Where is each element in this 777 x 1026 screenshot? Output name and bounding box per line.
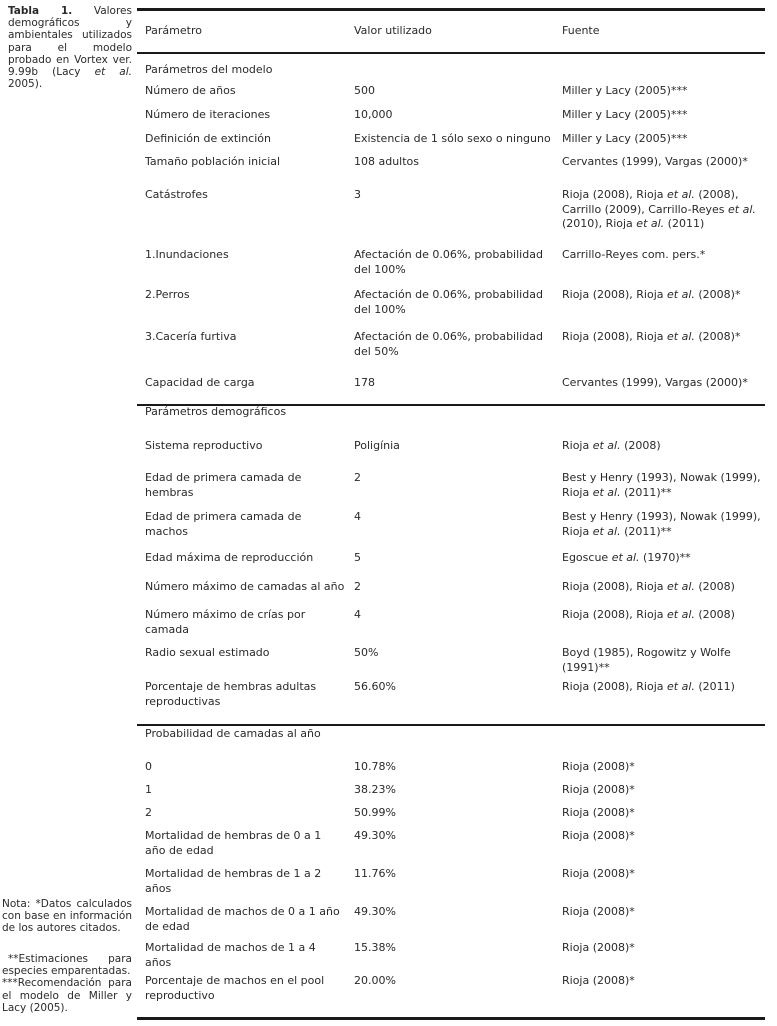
row-18-param: 0: [145, 760, 152, 773]
row-16-value: 50%: [354, 646, 379, 659]
row-24-source: Rioja (2008)*: [562, 941, 635, 954]
header-parametro: Parámetro: [145, 24, 202, 37]
row-3-value: Existencia de 1 sólo sexo o ninguno: [354, 132, 551, 145]
row-16-source: Boyd (1985), Rogowitz y Wolfe (1991)**: [562, 646, 731, 674]
row-24-value: 15.38%: [354, 941, 396, 954]
row-19-source: Rioja (2008)*: [562, 783, 635, 796]
section-model-params: Parámetros del modelo: [145, 63, 273, 76]
row-5-source: Rioja (2008), Rioja et al. (2008), Carrillo (2009), Carrillo-Reyes et al. (2010), Rioja et al. (2011): [562, 188, 756, 231]
row-2-value: 10,000: [354, 108, 393, 121]
table-note: Nota: *Datos calculados con base en información de los autores citados.: [2, 898, 132, 935]
row-2-source: Miller y Lacy (2005)***: [562, 108, 688, 121]
row-23-source: Rioja (2008)*: [562, 905, 635, 918]
row-16-param: Radio sexual estimado: [145, 646, 270, 659]
row-22-param: Mortalidad de hembras de 1 a 2 años: [145, 867, 322, 895]
row-3-source: Miller y Lacy (2005)***: [562, 132, 688, 145]
row-20-source: Rioja (2008)*: [562, 806, 635, 819]
row-10-param: Sistema reproductivo: [145, 439, 263, 452]
row-19-param: 1: [145, 783, 152, 796]
row-12-value: 4: [354, 510, 361, 523]
header-valor: Valor utilizado: [354, 24, 432, 37]
row-15-value: 4: [354, 608, 361, 621]
table-note-estimations: [2, 953, 132, 1014]
row-10-value: Poligínia: [354, 439, 400, 452]
row-17-param: Porcentaje de hembras adultas reproductivas: [145, 680, 317, 708]
section-litter-probability: Probabilidad de camadas al año: [145, 727, 321, 740]
row-18-value: 10.78%: [354, 760, 396, 773]
row-11-source: Best y Henry (1993), Nowak (1999), Rioja et al. (2011)**: [562, 471, 761, 499]
row-13-param: Edad máxima de reproducción: [145, 551, 314, 564]
row-21-source: Rioja (2008)*: [562, 829, 635, 842]
caption-year: 2005).: [8, 78, 43, 91]
row-12-param: Edad de primera camada de machos: [145, 510, 302, 538]
row-3-param: Definición de extinción: [145, 132, 271, 145]
row-23-param: Mortalidad de machos de 0 a 1 año de edad: [145, 905, 340, 933]
row-1-param: Número de años: [145, 84, 236, 97]
row-25-value: 20.00%: [354, 974, 396, 987]
row-1-value: 500: [354, 84, 375, 97]
row-22-value: 11.76%: [354, 867, 396, 880]
row-2-param: Número de iteraciones: [145, 108, 271, 121]
row-9-source: Cervantes (1999), Vargas (2000)*: [562, 376, 748, 389]
row-8-source: Rioja (2008), Rioja et al. (2008)*: [562, 330, 741, 343]
note-recommendation: ***Recomendación para el modelo de Miller y Lacy (2005).: [2, 977, 132, 1014]
row-8-value: Afectación de 0.06%, probabilidad del 50%: [354, 330, 543, 358]
note-estimations: **Estimaciones para especies emparentadas.: [2, 953, 132, 978]
table-caption: [8, 5, 132, 90]
row-25-source: Rioja (2008)*: [562, 974, 635, 987]
row-17-source: Rioja (2008), Rioja et al. (2011): [562, 680, 735, 693]
row-14-source: Rioja (2008), Rioja et al. (2008): [562, 580, 735, 593]
header-fuente: Fuente: [562, 24, 600, 37]
row-22-source: Rioja (2008)*: [562, 867, 635, 880]
row-10-source: Rioja et al. (2008): [562, 439, 661, 452]
top-rule: [137, 8, 765, 11]
row-20-value: 50.99%: [354, 806, 396, 819]
row-8-param: 3.Cacería furtiva: [145, 330, 237, 343]
row-7-value: Afectación de 0.06%, probabilidad del 100%: [354, 288, 543, 316]
row-14-value: 2: [354, 580, 361, 593]
row-14-param: Número máximo de camadas al año: [145, 580, 345, 593]
row-11-param: Edad de primera camada de hembras: [145, 471, 302, 499]
caption-label: Tabla 1.: [8, 5, 73, 17]
row-15-source: Rioja (2008), Rioja et al. (2008): [562, 608, 735, 621]
row-5-param: Catástrofes: [145, 188, 208, 201]
caption-etal: et al.: [94, 66, 132, 79]
header-rule: [137, 52, 765, 54]
section-rule-litters: [137, 724, 765, 726]
row-7-source: Rioja (2008), Rioja et al. (2008)*: [562, 288, 741, 301]
row-15-param: Número máximo de crías por camada: [145, 608, 306, 636]
row-4-value: 108 adultos: [354, 155, 420, 168]
row-9-value: 178: [354, 376, 375, 389]
row-17-value: 56.60%: [354, 680, 396, 693]
row-23-value: 49.30%: [354, 905, 396, 918]
bottom-rule: [137, 1017, 765, 1020]
row-6-source: Carrillo-Reyes com. pers.*: [562, 248, 706, 261]
row-7-param: 2.Perros: [145, 288, 190, 301]
row-12-source: Best y Henry (1993), Nowak (1999), Rioja et al. (2011)**: [562, 510, 761, 538]
row-4-source: Cervantes (1999), Vargas (2000)*: [562, 155, 748, 168]
row-21-param: Mortalidad de hembras de 0 a 1 año de edad: [145, 829, 322, 857]
section-demographic-params: Parámetros demográficos: [145, 405, 287, 418]
row-24-param: Mortalidad de machos de 1 a 4 años: [145, 941, 316, 969]
row-5-value: 3: [354, 188, 361, 201]
caption-text: Valores demográficos y ambientales utilizados para el modelo probado en Vortex ver. 9.99b (Lacy: [8, 5, 132, 79]
row-20-param: 2: [145, 806, 152, 819]
row-13-source: Egoscue et al. (1970)**: [562, 551, 691, 564]
row-6-param: 1.Inundaciones: [145, 248, 229, 261]
row-19-value: 38.23%: [354, 783, 396, 796]
row-11-value: 2: [354, 471, 361, 484]
row-25-param: Porcentaje de machos en el pool reproductivo: [145, 974, 325, 1002]
row-18-source: Rioja (2008)*: [562, 760, 635, 773]
row-1-source: Miller y Lacy (2005)***: [562, 84, 688, 97]
row-6-value: Afectación de 0.06%, probabilidad del 100%: [354, 248, 543, 276]
row-21-value: 49.30%: [354, 829, 396, 842]
row-9-param: Capacidad de carga: [145, 376, 255, 389]
row-4-param: Tamaño población inicial: [145, 155, 281, 168]
row-13-value: 5: [354, 551, 361, 564]
